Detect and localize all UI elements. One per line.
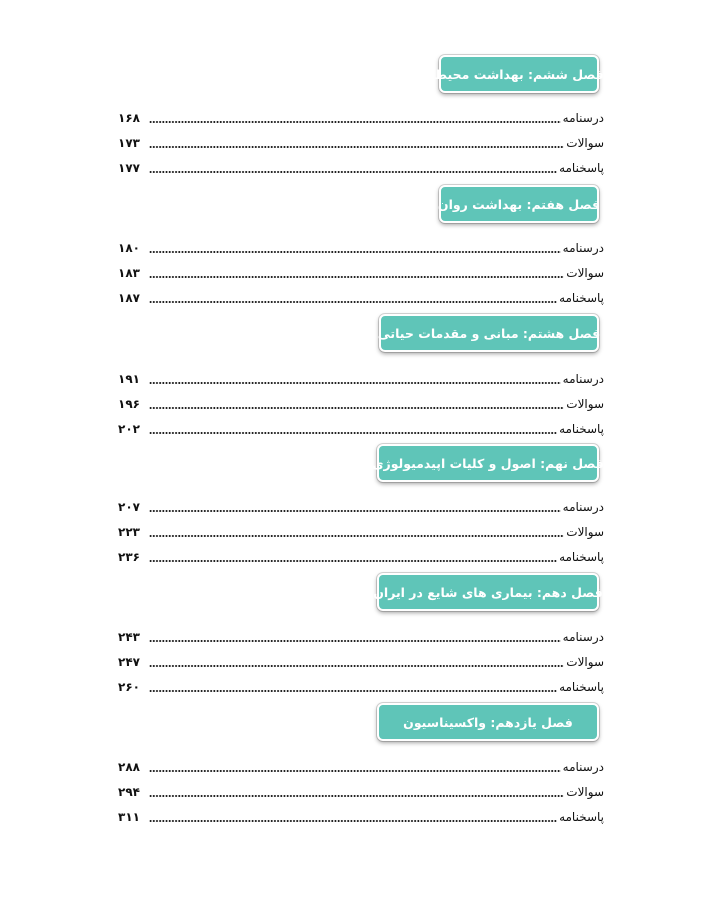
- toc-entry-page-number: ۲۲۳: [118, 525, 140, 539]
- toc-entry-page-number: ۱۶۸: [118, 111, 140, 125]
- dot-leader: [149, 290, 557, 304]
- toc-entry-label: پاسخنامه: [559, 810, 604, 824]
- toc-entry-page-number: ۲۰۲: [118, 422, 140, 436]
- toc-entry-label: درسنامه: [562, 630, 604, 644]
- toc-entry-label: سوالات: [566, 397, 604, 411]
- dot-leader: [149, 421, 557, 435]
- chapter-title-box: فصل ششم: بهداشت محیط: [439, 55, 599, 93]
- chapter-title-box: فصل دهم: بیماری های شایع در ایران: [377, 573, 599, 611]
- dot-leader: [149, 135, 564, 149]
- toc-entry-page-number: ۳۱۱: [118, 810, 140, 824]
- toc-entry-page-number: ۱۷۷: [118, 161, 140, 175]
- dot-leader: [149, 549, 557, 563]
- dot-leader: [149, 654, 564, 668]
- toc-entry-lesson[interactable]: [118, 108, 604, 126]
- toc-entry-questions[interactable]: [118, 133, 604, 151]
- toc-entry-page-number: ۲۸۸: [118, 760, 140, 774]
- toc-entry-questions[interactable]: [118, 394, 604, 412]
- chapter-title-box: فصل نهم: اصول و کلیات اپیدمیولوژی: [377, 444, 599, 482]
- dot-leader: [149, 160, 557, 174]
- toc-entry-lesson[interactable]: [118, 238, 604, 256]
- toc-entry-page-number: ۱۹۱: [118, 372, 140, 386]
- toc-entry-label: سوالات: [566, 525, 604, 539]
- toc-entry-page-number: ۲۴۳: [118, 630, 140, 644]
- toc-entry-label: پاسخنامه: [559, 550, 604, 564]
- toc-entry-questions[interactable]: [118, 263, 604, 281]
- toc-entry-label: درسنامه: [562, 241, 604, 255]
- chapter-title-box: فصل یازدهم: واکسیناسیون: [377, 703, 599, 741]
- toc-entry-lesson[interactable]: [118, 627, 604, 645]
- toc-entry-questions[interactable]: [118, 652, 604, 670]
- toc-entry-label: درسنامه: [562, 760, 604, 774]
- chapter-title-box: فصل هفتم: بهداشت روان: [439, 185, 599, 223]
- toc-entry-lesson[interactable]: [118, 497, 604, 515]
- toc-entry-label: سوالات: [566, 655, 604, 669]
- dot-leader: [149, 784, 564, 798]
- toc-entry-label: سوالات: [566, 785, 604, 799]
- toc-entry-label: درسنامه: [562, 111, 604, 125]
- toc-entry-label: درسنامه: [562, 372, 604, 386]
- dot-leader: [149, 265, 564, 279]
- toc-entry-answers[interactable]: [118, 158, 604, 176]
- toc-entry-page-number: ۱۸۷: [118, 291, 140, 305]
- dot-leader: [149, 240, 561, 254]
- toc-entry-label: پاسخنامه: [559, 422, 604, 436]
- toc-entry-page-number: ۱۸۳: [118, 266, 140, 280]
- dot-leader: [149, 759, 561, 773]
- toc-entry-questions[interactable]: [118, 522, 604, 540]
- toc-entry-questions[interactable]: [118, 782, 604, 800]
- toc-entry-page-number: ۱۷۳: [118, 136, 140, 150]
- toc-entry-answers[interactable]: [118, 288, 604, 306]
- toc-entry-page-number: ۱۹۶: [118, 397, 140, 411]
- dot-leader: [149, 499, 561, 513]
- toc-entry-answers[interactable]: [118, 547, 604, 565]
- dot-leader: [149, 396, 564, 410]
- dot-leader: [149, 679, 557, 693]
- toc-entry-label: سوالات: [566, 136, 604, 150]
- toc-entry-label: درسنامه: [562, 500, 604, 514]
- toc-entry-answers[interactable]: [118, 677, 604, 695]
- chapter-title-box: فصل هشتم: مبانی و مقدمات حیاتی: [379, 314, 599, 352]
- toc-entry-page-number: ۲۹۴: [118, 785, 140, 799]
- toc-entry-label: سوالات: [566, 266, 604, 280]
- toc-entry-page-number: ۲۰۷: [118, 500, 140, 514]
- dot-leader: [149, 629, 561, 643]
- toc-entry-page-number: ۲۳۶: [118, 550, 140, 564]
- dot-leader: [149, 524, 564, 538]
- toc-entry-answers[interactable]: [118, 419, 604, 437]
- toc-entry-label: پاسخنامه: [559, 680, 604, 694]
- toc-entry-page-number: ۲۶۰: [118, 680, 140, 694]
- dot-leader: [149, 371, 561, 385]
- toc-entry-page-number: ۱۸۰: [118, 241, 140, 255]
- toc-entry-page-number: ۲۴۷: [118, 655, 140, 669]
- toc-entry-label: پاسخنامه: [559, 161, 604, 175]
- toc-entry-answers[interactable]: [118, 807, 604, 825]
- toc-entry-label: پاسخنامه: [559, 291, 604, 305]
- dot-leader: [149, 809, 557, 823]
- dot-leader: [149, 110, 561, 124]
- toc-entry-lesson[interactable]: [118, 757, 604, 775]
- toc-entry-lesson[interactable]: [118, 369, 604, 387]
